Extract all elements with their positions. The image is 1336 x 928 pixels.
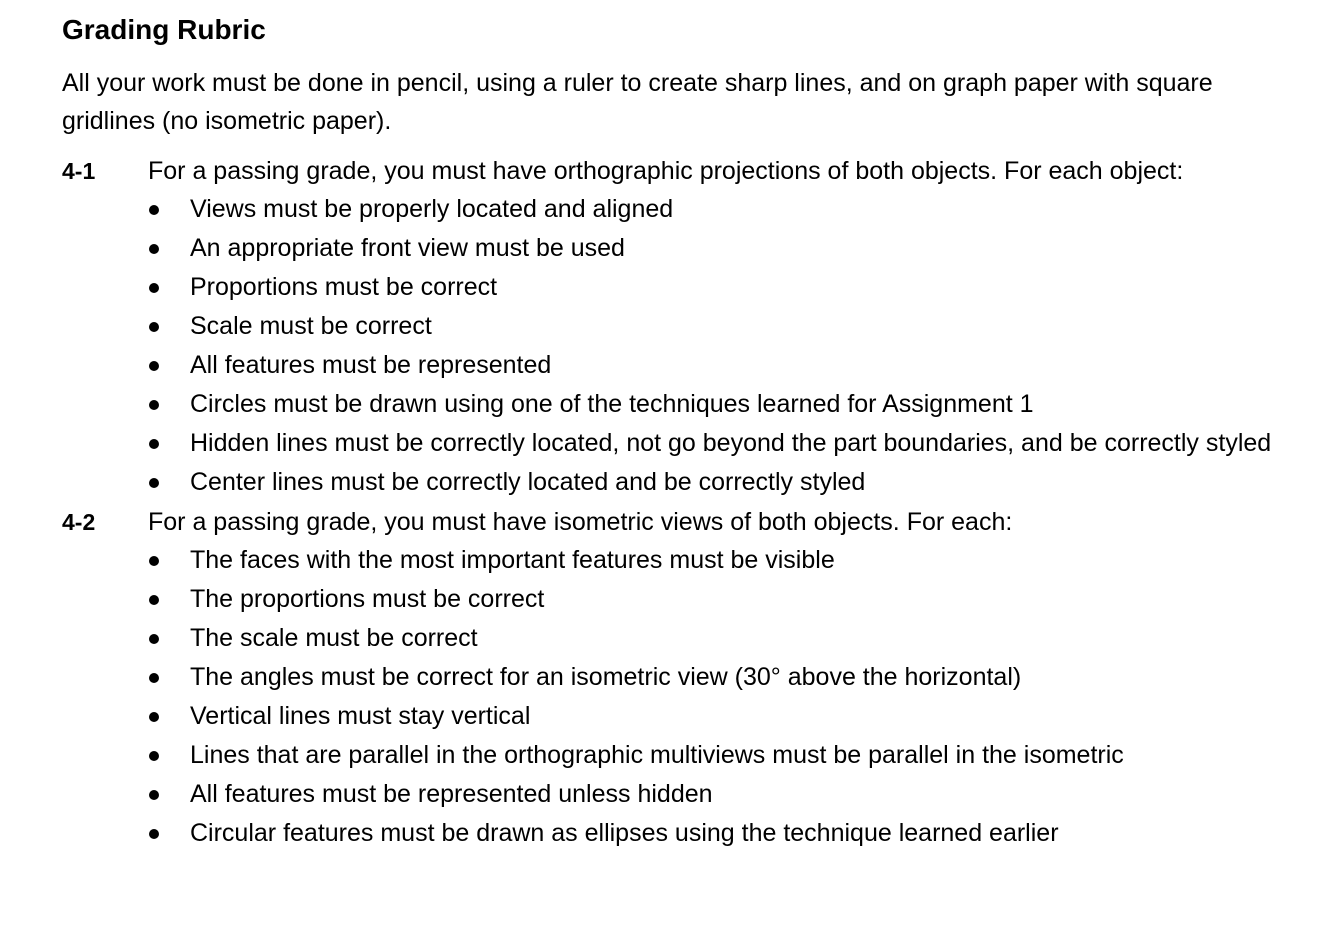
section-number: 4-1 [62,158,96,184]
list-item [148,230,1312,268]
list-item [148,776,1312,814]
bullet-icon [149,673,159,683]
list-item [148,347,1312,385]
bullet-icon [149,556,159,566]
criterion-text: Views must be properly located and aligned [190,195,674,223]
bullet-icon [149,478,159,488]
criterion-text: Lines that are parallel in the orthographic multiviews must be parallel in the isometric [190,741,1124,769]
list-item [148,815,1312,853]
criterion-text: The scale must be correct [190,624,478,652]
bullet-icon [149,361,159,371]
bullet-icon [149,322,159,332]
list-item [148,425,1312,463]
criterion-text: The faces with the most important features must be visible [190,546,835,574]
list-item [148,581,1312,619]
criteria-list [148,191,1312,502]
list-item [148,620,1312,658]
criterion-text: The angles must be correct for an isometric view (30° above the horizontal) [190,663,1022,691]
section-description: For a passing grade, you must have isometric views of both objects. For each: [148,508,1013,536]
rubric-section-4-1 [62,152,1312,502]
bullet-icon [149,244,159,254]
list-item [148,737,1312,775]
criterion-text: Circles must be drawn using one of the techniques learned for Assignment 1 [190,390,1034,418]
criterion-text: Scale must be correct [190,312,432,340]
intro-paragraph: All your work must be done in pencil, using a ruler to create sharp lines, and on graph paper with square gridlines (no isometric paper). [62,69,1213,135]
bullet-icon [149,634,159,644]
criterion-text: The proportions must be correct [190,585,545,613]
list-item [148,464,1312,502]
list-item [148,269,1312,307]
bullet-icon [149,751,159,761]
page-title: Grading Rubric [62,14,266,45]
criterion-text: All features must be represented [190,351,552,379]
criterion-text: All features must be represented unless hidden [190,780,713,808]
section-number: 4-2 [62,509,96,535]
criterion-text: Proportions must be correct [190,273,498,301]
bullet-icon [149,712,159,722]
criterion-text: An appropriate front view must be used [190,234,625,262]
criteria-list [148,542,1312,853]
bullet-icon [149,595,159,605]
document [62,10,1312,854]
list-item [148,191,1312,229]
list-item [148,308,1312,346]
list-item [148,659,1312,697]
bullet-icon [149,205,159,215]
criterion-text: Circular features must be drawn as ellipses using the technique learned earlier [190,819,1059,847]
criterion-text: Center lines must be correctly located and be correctly styled [190,468,866,496]
bullet-icon [149,790,159,800]
criterion-text: Hidden lines must be correctly located, not go beyond the part boundaries, and be correctly styled [190,429,1272,457]
bullet-icon [149,400,159,410]
bullet-icon [149,439,159,449]
list-item [148,386,1312,424]
list-item [148,542,1312,580]
list-item [148,698,1312,736]
rubric-section-4-2 [62,503,1312,853]
bullet-icon [149,283,159,293]
criterion-text: Vertical lines must stay vertical [190,702,531,730]
rubric-sections [62,152,1312,853]
bullet-icon [149,829,159,839]
section-description: For a passing grade, you must have orthographic projections of both objects. For each object: [148,157,1184,185]
